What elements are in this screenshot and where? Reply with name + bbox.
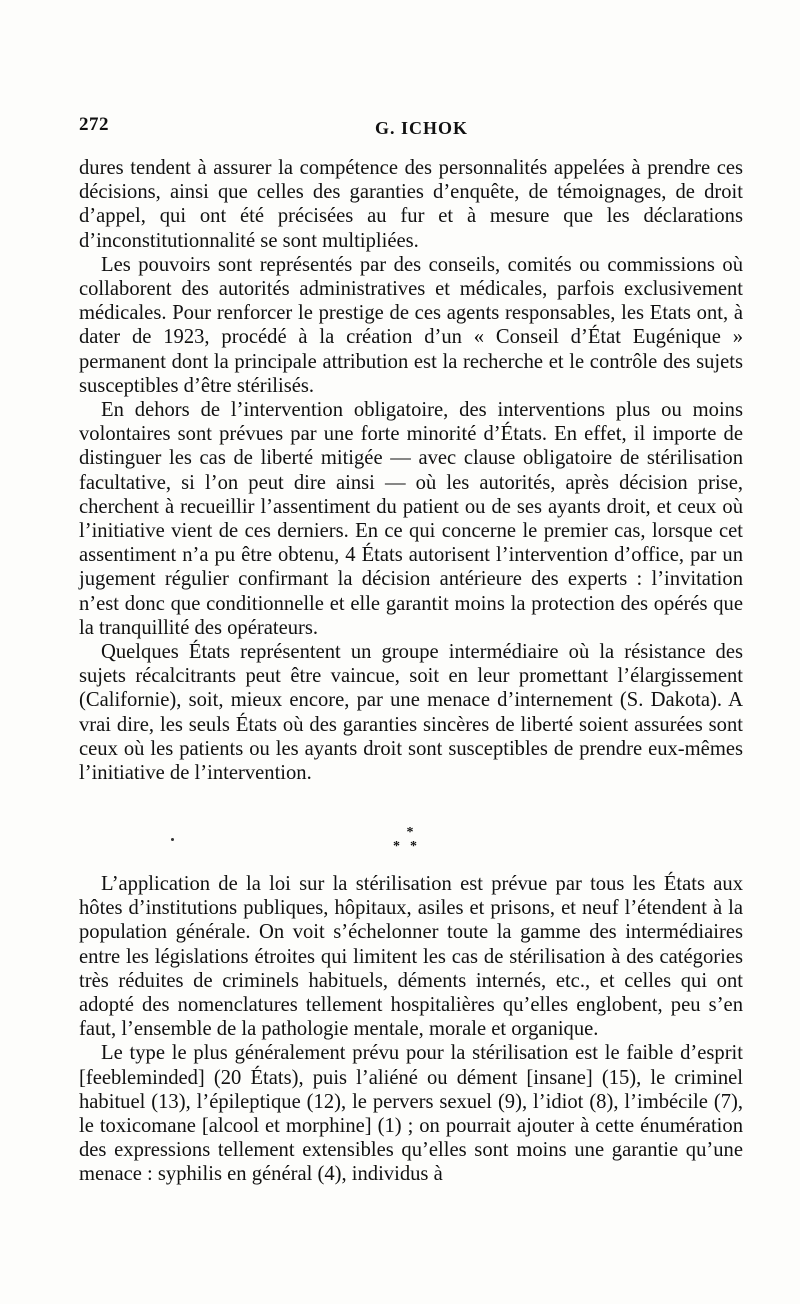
paragraph-type-sterilisation: Le type le plus généralement prévu pour la stérilisation est le faible d’esprit [feebleminded] (20 États), puis l’aliéné ou dément [insane] (15), le criminel habituel (13), l’épileptique (12), le pervers sexuel (9), l’idiot (8), l’imbécile (7), le toxicomane [alcool et morphine] (1) ; on pourrait ajouter à cette énumération des expressions tellement extensibles qu’elles sont moins une garantie qu’une menace : syphilis en général (4), individus à xyxy=(79,1042,743,1186)
text-section-1 xyxy=(79,156,743,785)
paragraph-application-loi: L’application de la loi sur la stérilisation est prévue par tous les États aux hôtes d’institutions publiques, hôpitaux, asiles et prisons, et neuf l’étendent à la population générale. On voit s’échelonner toute la gamme des intermédiaires entre les législations étroites qui limitent les cas de stérilisation à des catégories très réduites de criminels habituels, déments internés, etc., et celles qui ont adopté des nomenclatures tellement hospitalières qu’elles englobent, peu s’en faut, l’ensemble de la pathologie mentale, morale et organique. xyxy=(79,873,743,1041)
page-header xyxy=(79,114,739,144)
asterism-top-star: * xyxy=(406,825,414,840)
running-head-author: G. ICHOK xyxy=(375,118,469,138)
paragraph-intervention: En dehors de l’intervention obligatoire, des interventions plus ou moins volontaires sont prévues par une forte minorité d’États. En effet, il importe de distinguer les cas de liberté mitigée — avec clause obligatoire de stérilisation facultative, si l’on peut dire ainsi — où les autorités, après décision prise, cherchent à recueillir l’assentiment du patient ou de ses ayants droit, et ceux où l’initiative vient de ces derniers. En ce qui concerne le premier cas, lorsque cet assentiment n’a pu être obtenu, 4 États autorisent l’intervention d’office, par un jugement régulier confirmant la décision antérieure des experts : l’invitation n’est donc que conditionnelle et elle garantit moins la protection des opérés que la tranquillité des opérateurs. xyxy=(79,399,743,639)
print-speck xyxy=(171,838,174,841)
text-section-2 xyxy=(79,872,743,1187)
paragraph-groupe-intermediaire: Quelques États représentent un groupe intermédiaire où la résistance des sujets récalcitrants peut être vaincue, soit en leur promettant l’élargissement (Californie), soit, mieux encore, par une menace d’internement (S. Dakota). A vrai dire, les seuls États où des garanties sincères de liberté soient assurées sont ceux où les patients ou les ayants droit sont susceptibles de prendre eux-mêmes l’initiative de l’intervention. xyxy=(79,641,743,785)
asterism-bottom-stars: ** xyxy=(393,839,427,854)
page-number: 272 xyxy=(79,114,109,135)
paragraph-pouvoirs: Les pouvoirs sont représentés par des conseils, comités ou commissions où collaborent des autorités administratives et médicales, parfois exclusivement médicales. Pour renforcer le prestige de ces agents responsables, les Etats ont, à dater de 1923, procédé à la création d’un « Conseil d’État Eugénique » permanent dont la principale attribution est la recherche et le contrôle des sujets susceptibles d’être stérilisés. xyxy=(79,253,743,397)
paragraph-continued: dures tendent à assurer la compétence des personnalités appelées à prendre ces décisions, ainsi que celles des garanties d’enquête, de témoignages, de droit d’appel, qui ont été précisées au fur et à mesure que les déclarations d’inconstitutionnalité se sont multipliées. xyxy=(79,157,743,252)
section-separator-asterism xyxy=(380,826,440,860)
